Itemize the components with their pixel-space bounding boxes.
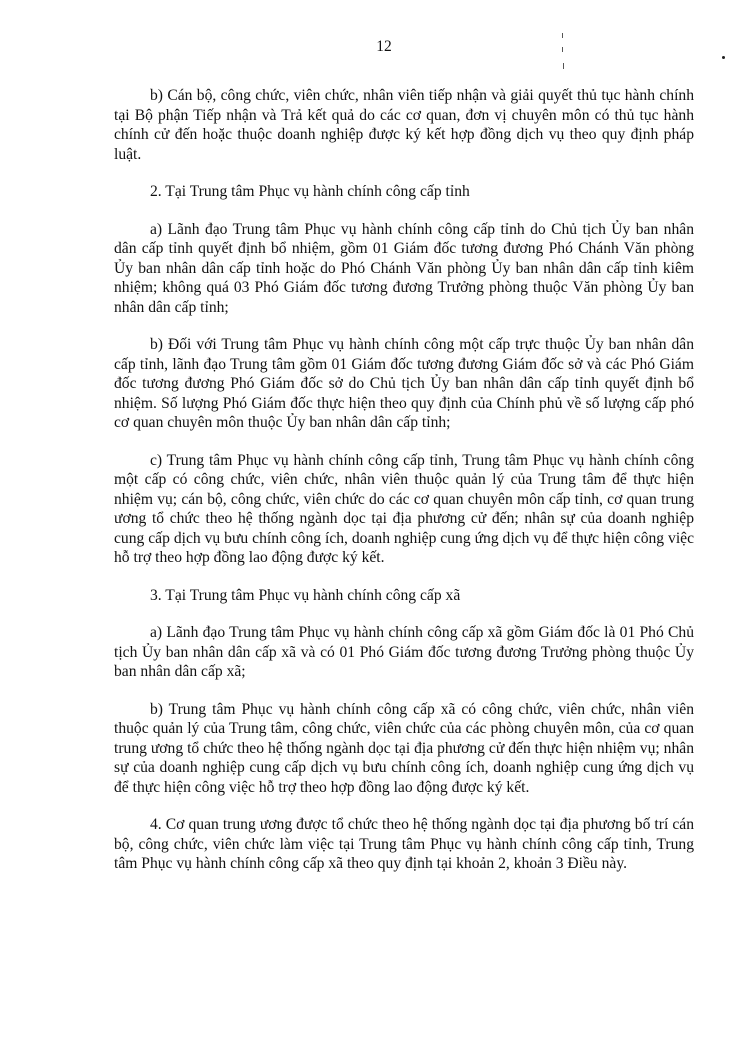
scan-mark [563,63,564,69]
paragraph-4: 4. Cơ quan trung ương được tổ chức theo hệ thống ngành dọc tại địa phương bố trí cán bộ, công chức, viên chức làm việc tại Trung tâm Phục vụ hành chính công cấp tỉnh, Trung tâm Phục vụ hành chính công cấp xã theo quy định tại khoản 2, khoản 3 Điều này. [114,816,694,872]
scan-dot [722,56,725,59]
paragraph-2c: c) Trung tâm Phục vụ hành chính công cấp tỉnh, Trung tâm Phục vụ hành chính công một cấp có công chức, viên chức, nhân viên thuộc quản lý của Trung tâm để thực hiện nhiệm vụ; cán bộ, công chức, viên chức do các cơ quan chuyên môn cấp tỉnh, cơ quan trung ương tổ chức theo hệ thống ngành dọc tại địa phương cử đến; nhân sự của doanh nghiệp cung cấp dịch vụ bưu chính công ích, doanh nghiệp cung ứng dịch vụ để thực hiện công việc hỗ trợ theo hợp đồng lao động được ký kết. [114,451,694,566]
section-heading-2: 2. Tại Trung tâm Phục vụ hành chính công cấp tỉnh [150,183,470,200]
scan-mark [562,47,563,52]
scan-mark [562,33,563,38]
paragraph-2a: a) Lãnh đạo Trung tâm Phục vụ hành chính công cấp tỉnh do Chủ tịch Ủy ban nhân dân cấp tỉnh quyết định bổ nhiệm, gồm 01 Giám đốc tương đương Phó Chánh Văn phòng Ủy ban nhân dân cấp tỉnh hoặc do Phó Chánh Văn phòng Ủy ban nhân dân cấp tỉnh kiêm nhiệm; không quá 03 Phó Giám đốc tương đương Trưởng phòng thuộc Văn phòng Ủy ban nhân dân cấp tỉnh; [114,220,694,316]
page-number: 12 [376,38,392,55]
paragraph-1b: b) Cán bộ, công chức, viên chức, nhân viên tiếp nhận và giải quyết thủ tục hành chính tại Bộ phận Tiếp nhận và Trả kết quả do các cơ quan, đơn vị chuyên môn có thủ tục hành chính cử đến hoặc thuộc doanh nghiệp được ký kết hợp đồng dịch vụ theo quy định pháp luật. [114,87,694,163]
document-body [114,86,694,892]
paragraph-3b: b) Trung tâm Phục vụ hành chính công cấp xã có công chức, viên chức, nhân viên thuộc quản lý của Trung tâm, công chức, viên chức của các phòng chuyên môn, của cơ quan trung ương tổ chức theo hệ thống ngành dọc tại địa phương cử đến thực hiện nhiệm vụ; nhân sự của doanh nghiệp cung cấp dịch vụ bưu chính công ích, doanh nghiệp cung ứng dịch vụ để thực hiện công việc hỗ trợ theo hợp đồng lao động được ký kết. [114,700,694,796]
paragraph-3a: a) Lãnh đạo Trung tâm Phục vụ hành chính công cấp xã gồm Giám đốc là 01 Phó Chủ tịch Ủy ban nhân dân cấp xã và có 01 Phó Giám đốc tương đương Trưởng phòng thuộc Ủy ban nhân dân cấp xã; [114,624,694,680]
section-heading-3: 3. Tại Trung tâm Phục vụ hành chính công cấp xã [150,586,461,604]
paragraph-2b: b) Đối với Trung tâm Phục vụ hành chính công một cấp trực thuộc Ủy ban nhân dân cấp tỉnh, lãnh đạo Trung tâm gồm 01 Giám đốc tương đương Giám đốc sở và các Phó Giám đốc tương đương Phó Giám đốc sở do Chủ tịch Ủy ban nhân dân cấp tỉnh quyết định bổ nhiệm. Số lượng Phó Giám đốc thực hiện theo quy định của Chính phủ về số lượng cấp phó cơ quan chuyên môn thuộc Ủy ban nhân dân cấp tỉnh; [114,336,694,431]
